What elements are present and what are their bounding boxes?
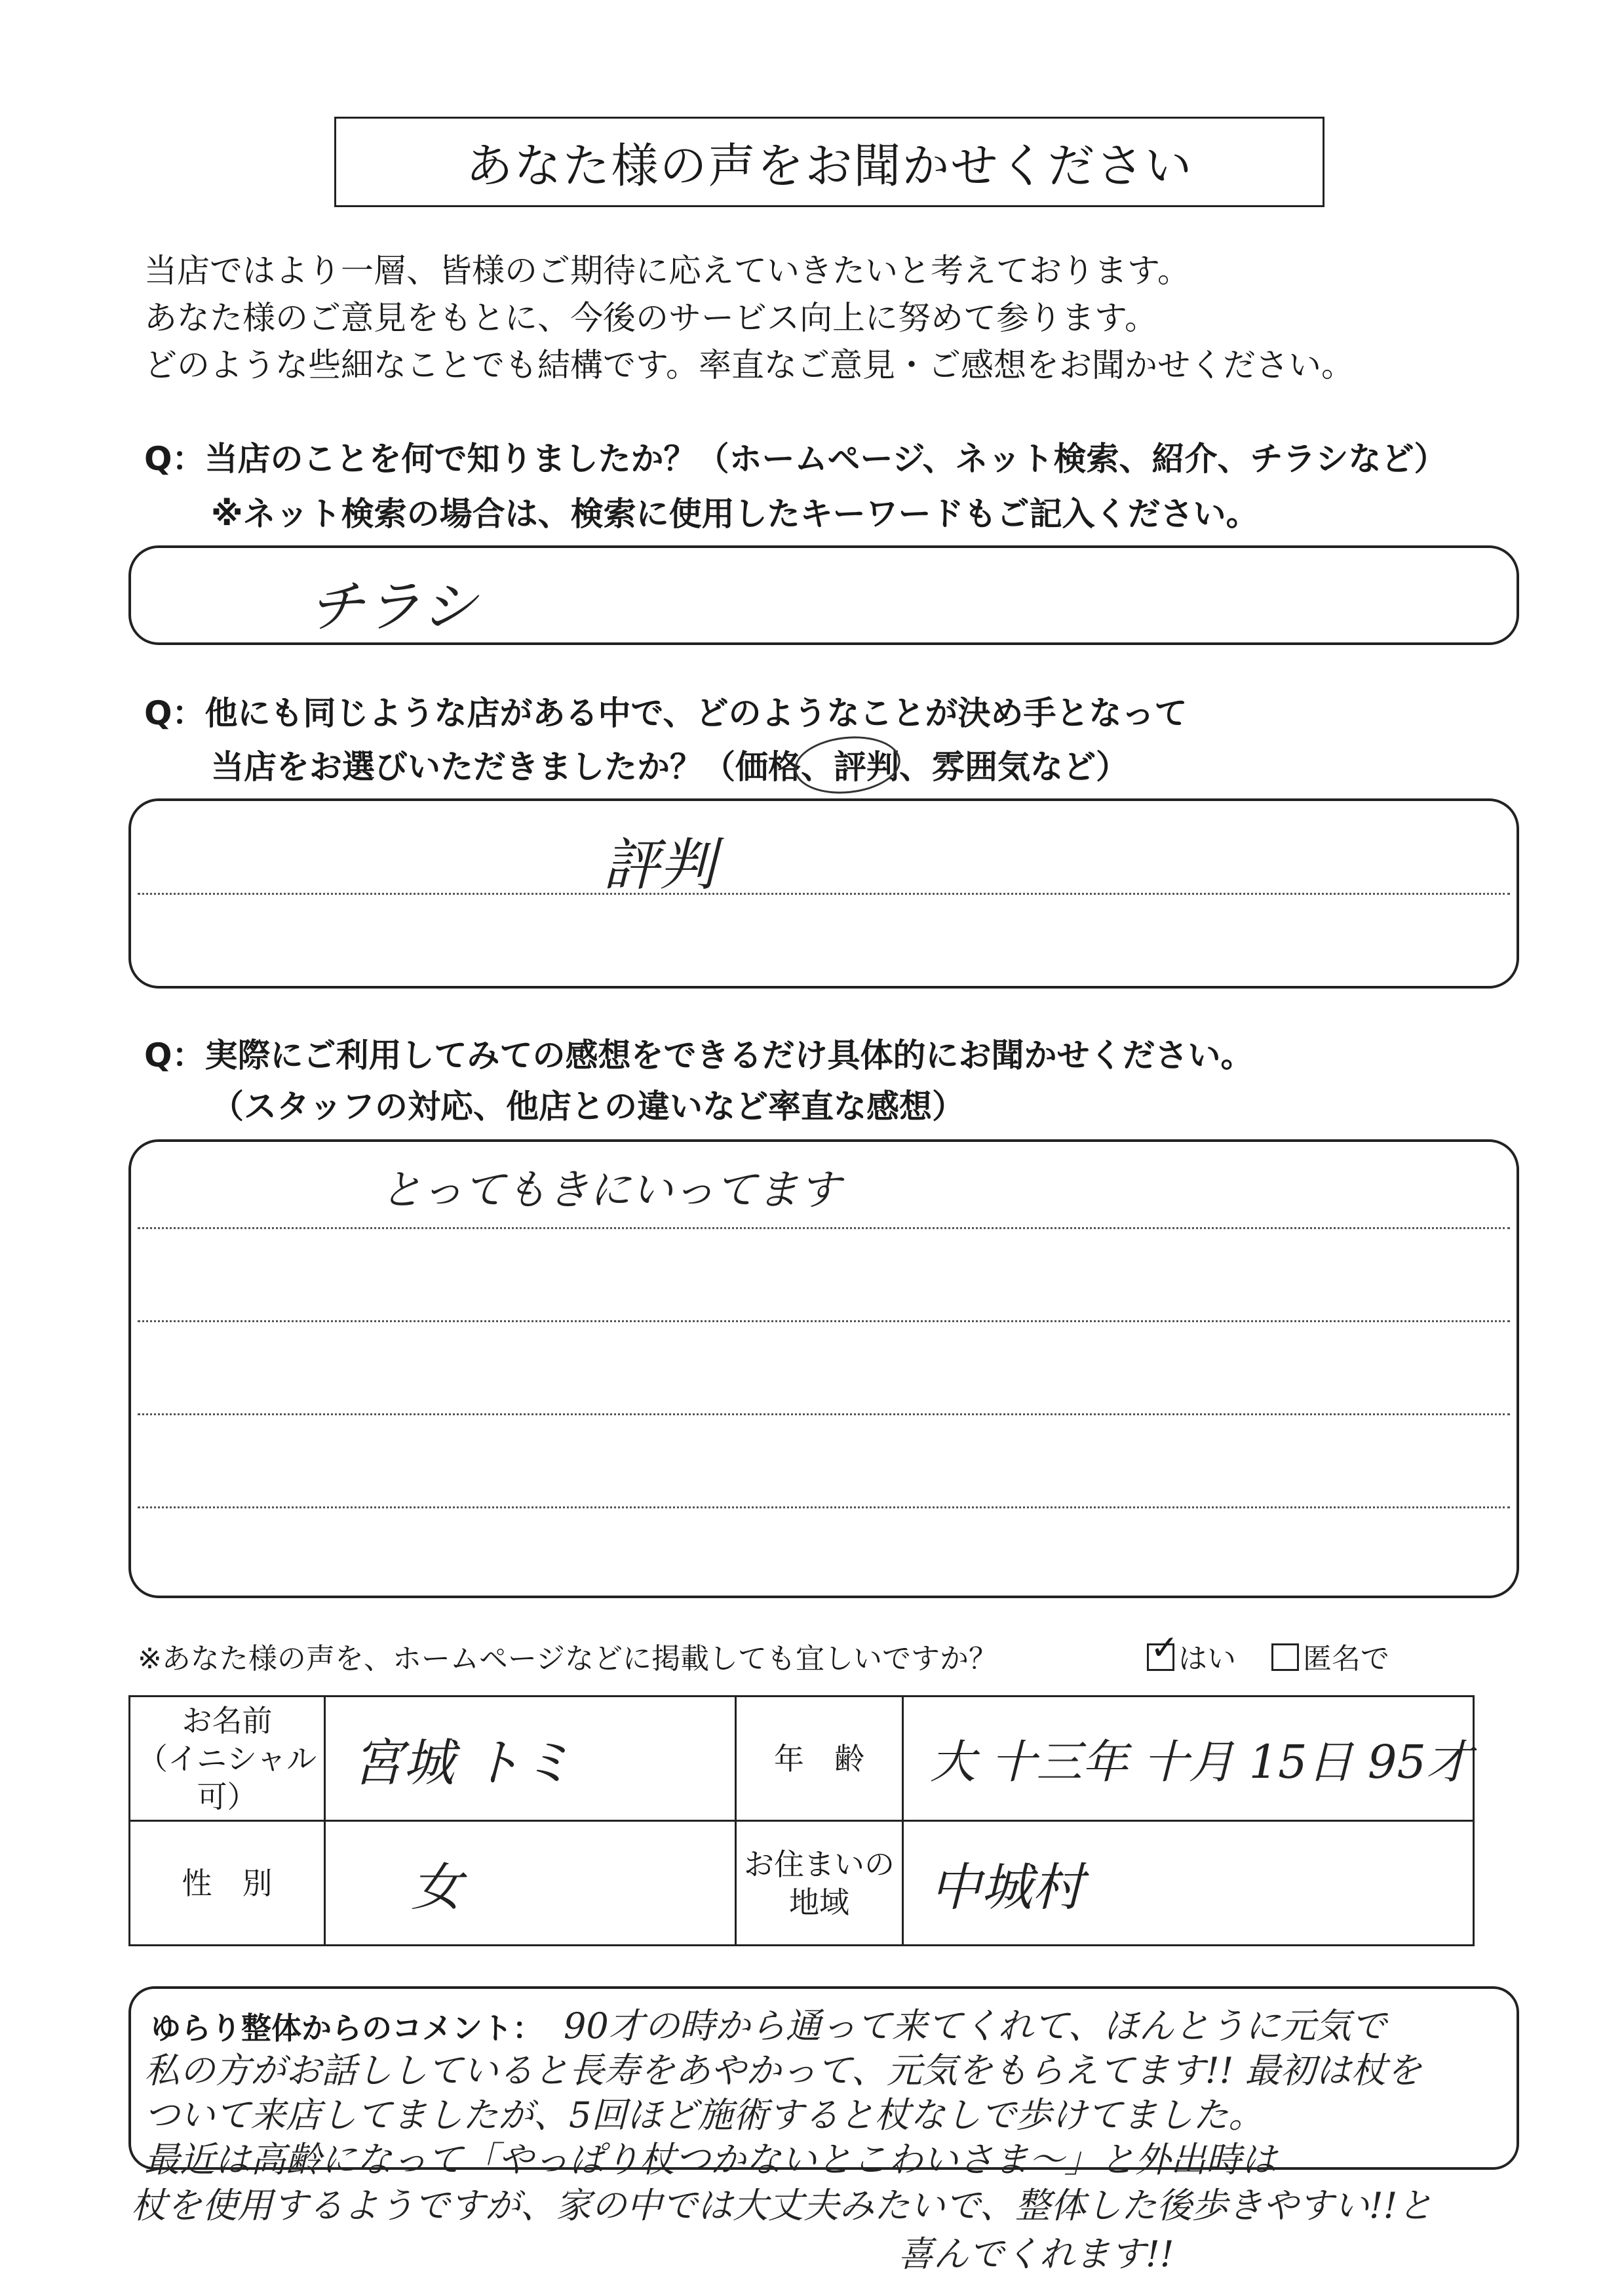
q2-question: Q：他にも同じような店がある中で、どのようなことが決め手となって	[144, 694, 1188, 732]
checkbox-checked-icon[interactable]	[1147, 1643, 1174, 1671]
q1-question: Q：当店のことを何で知りましたか？（ホームページ、ネット検索、紹介、チラシなど）	[144, 440, 1447, 478]
q1-answer-box[interactable]	[128, 545, 1519, 645]
answer-rule	[138, 1227, 1510, 1229]
gender-value[interactable]: 女	[325, 1821, 736, 1946]
consent-question: ※あなた様の声を、ホームページなどに掲載しても宜しいですか？	[138, 1642, 997, 1676]
q3-answer: とってもきにいってます	[380, 1166, 841, 1215]
consent-anon-option[interactable]	[1271, 1635, 1389, 1677]
answer-rule	[138, 1413, 1510, 1415]
customer-info-table	[128, 1695, 1475, 1946]
comment-line: 90才の時から通って来てくれて、ほんとうに元気で	[564, 2005, 1387, 2047]
q1-answer: チラシ	[308, 574, 477, 640]
comment-line: 杖を使用するようですが、家の中では大丈夫みたいで、整体した後歩きやすい!!と	[131, 2185, 1433, 2226]
q2-question-cont: 当店をお選びいただきましたか？（価格、評判、雰囲気など）	[211, 748, 1129, 786]
intro-line-2: あなた様のご意見をもとに、今後のサービス向上に努めて参ります。	[144, 299, 1157, 337]
area-value[interactable]: 中城村	[902, 1821, 1473, 1946]
comment-line: ついて来店してましたが、5回ほど施術すると杖なしで歩けてました。	[144, 2094, 1264, 2136]
area-label: お住まいの 地域	[736, 1821, 903, 1946]
answer-rule	[138, 893, 1510, 895]
intro-line-3: どのような些細なことでも結構です。率直なご意見・ご感想をお聞かせください。	[144, 346, 1354, 384]
comment-line: 喜んでくれます!!	[898, 2233, 1174, 2275]
q3-note: （スタッフの対応、他店との違いなど率直な感想）	[211, 1088, 965, 1126]
q2-answer: 評判	[603, 833, 716, 898]
consent-yes-label: はい	[1178, 1642, 1236, 1676]
q3-answer-box[interactable]	[128, 1139, 1519, 1598]
consent-anon-label: 匿名で	[1303, 1642, 1389, 1676]
answer-rule	[138, 1506, 1510, 1508]
intro-line-1: 当店ではより一層、皆様のご期待に応えていきたいと考えております。	[144, 252, 1190, 290]
age-value[interactable]: 大 十三年 十月 15日 95才	[902, 1697, 1473, 1821]
name-label: お名前 （イニシャル可）	[130, 1697, 325, 1821]
comment-label: ゆらり整体からのコメント：	[151, 2011, 543, 2046]
comment-line: 私の方がお話ししていると長寿をあやかって、元気をもらえてます!! 最初は杖を	[144, 2050, 1422, 2091]
page-title: あなた様の声をお聞かせください	[334, 117, 1324, 207]
gender-label: 性 別	[130, 1821, 325, 1946]
answer-rule	[138, 1320, 1510, 1322]
comment-line: 最近は高齢になって「やっぱり杖つかないとこわいさま〜」と外出時は	[144, 2139, 1277, 2180]
name-value[interactable]: 宮城 トミ	[325, 1697, 736, 1821]
age-label: 年 齢	[736, 1697, 903, 1821]
checkbox-icon[interactable]	[1271, 1643, 1299, 1671]
consent-yes-option[interactable]	[1147, 1635, 1236, 1677]
q2-answer-box[interactable]	[128, 798, 1519, 989]
q3-question: Q：実際にご利用してみての感想をできるだけ具体的にお聞かせください。	[144, 1036, 1254, 1074]
q1-note: ※ネット検索の場合は、検索に使用したキーワードもご記入ください。	[211, 495, 1259, 533]
